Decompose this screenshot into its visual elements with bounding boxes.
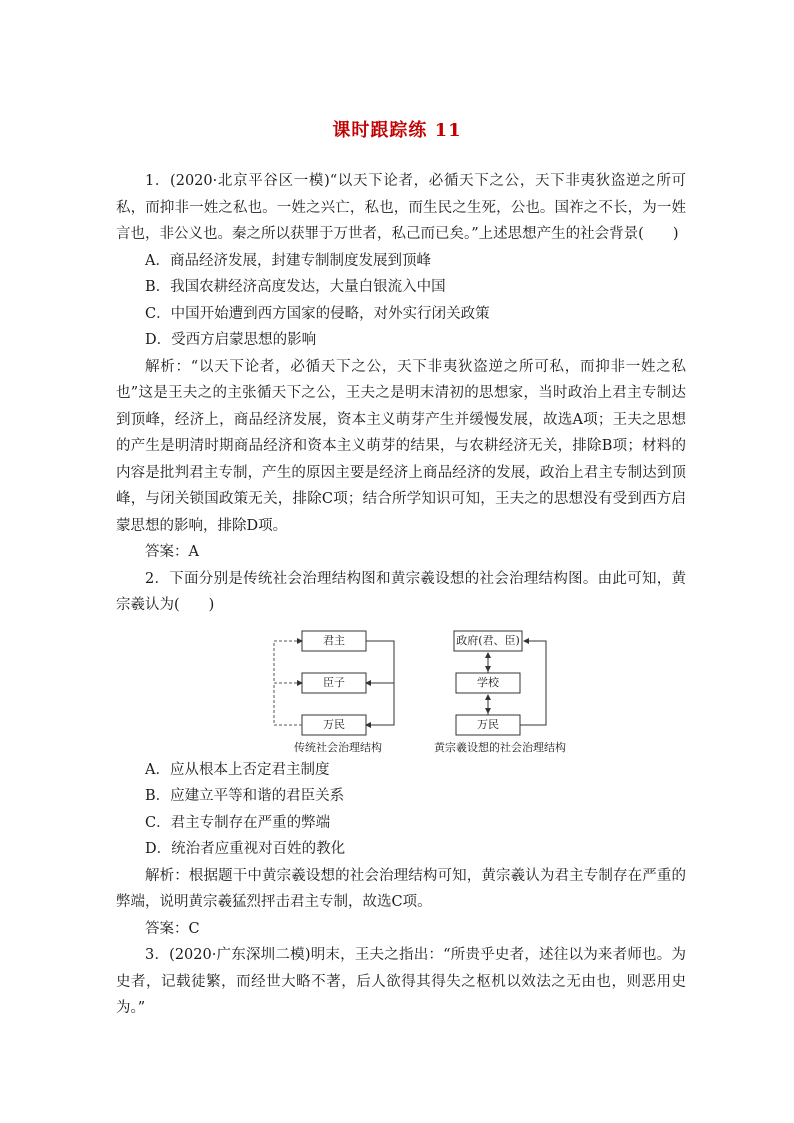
question-1-answer: 答案：A <box>145 544 199 560</box>
diagram-lines <box>116 625 686 757</box>
content <box>116 168 686 1022</box>
left-solid-connector-bottom <box>366 683 394 725</box>
question-2-analysis: 解析：根据题干中黄宗羲设想的社会治理结构可知，黄宗羲认为君主专制存在严重的弊端，说明黄宗羲猛烈抨击君主专制，故选C项。 <box>116 867 686 910</box>
question-2-stem: 2．下面分别是传统社会治理结构图和黄宗羲设想的社会治理结构图。由此可知，黄宗羲认为( ) <box>116 570 686 613</box>
question-2-answer: 答案：C <box>145 920 200 937</box>
left-diagram-caption: 传统社会治理结构 <box>294 740 382 754</box>
question-1-option-b: B．我国农耕经济高度发达，大量白银流入中国 <box>145 279 446 295</box>
question-1-option-d: D．受西方启蒙思想的影响 <box>145 332 317 348</box>
left-box-officials-label: 臣子 <box>323 675 345 689</box>
left-solid-connector-top <box>366 641 394 683</box>
governance-structure-diagrams <box>116 625 686 757</box>
question-2-option-a: A．应从根本上否定君主制度 <box>145 761 330 778</box>
question-1-option-c: C．中国开始遭到西方国家的侵略，对外实行闭关政策 <box>145 305 490 322</box>
right-feedback-connector <box>520 641 546 725</box>
right-box-school-label: 学校 <box>477 675 499 689</box>
question-2-option-c: C．君主专制存在严重的弊端 <box>145 814 331 831</box>
left-dashed-connector-bottom <box>274 683 302 725</box>
question-1-analysis: 解析：“以天下论者，必循天下之公，天下非夷狄盗逆之所可私，而抑非一姓之私也”这是王夫之的主张循天下之公，王夫之是明末清初的思想家，当时政治上君主专制达到顶峰，经济上，商品经济发展，资本主义萌芽产生并缓慢发展，故选A项；王夫之思想的产生是明清时期商品经济和资本主义萌芽的结果，与农耕经济无关，排除B项；材料的内容是批判君主专制，产生的原因主要是经济上商品经济的发展，政治上君主专制达到顶峰，与闭关锁国政策无关，排除C项；结合所学知识可知，王夫之的思想没有受到西方启蒙思想的影响，排除D项。 <box>116 358 686 534</box>
question-1-option-a: A．商品经济发展，封建专制制度发展到顶峰 <box>145 252 431 269</box>
left-box-people-label: 万民 <box>323 717 345 731</box>
question-2-option-d: D．统治者应重视对百姓的教化 <box>145 841 346 857</box>
question-3-stem: 3．(2020·广东深圳二模)明末，王夫之指出：“所贵乎史者，述往以为来者师也。为史者，记载徒繁，而经世大略不著，后人欲得其得失之枢机以效法之无由也，则恶用史为。” <box>116 947 686 1016</box>
right-diagram-caption: 黄宗羲设想的社会治理结构 <box>434 740 566 754</box>
right-box-government-label: 政府(君、臣) <box>456 633 520 647</box>
right-box-people-label: 万民 <box>477 717 499 731</box>
page-title: 课时跟踪练 11 <box>332 120 462 141</box>
question-1-stem: 1．(2020·北京平谷区一模)“以天下论者，必循天下之公，天下非夷狄盗逆之所可私，而抑非一姓之私也。一姓之兴亡，私也，而生民之生死，公也。国祚之不长，为一姓言也，非公义也。秦之所以获罪于万世者，私己而已矣。”上述思想产生的社会背景( ) <box>116 173 686 242</box>
left-box-ruler-label: 君主 <box>323 633 345 647</box>
left-dashed-connector-top <box>274 641 302 683</box>
question-2-option-b: B．应建立平等和谐的君臣关系 <box>145 788 345 804</box>
